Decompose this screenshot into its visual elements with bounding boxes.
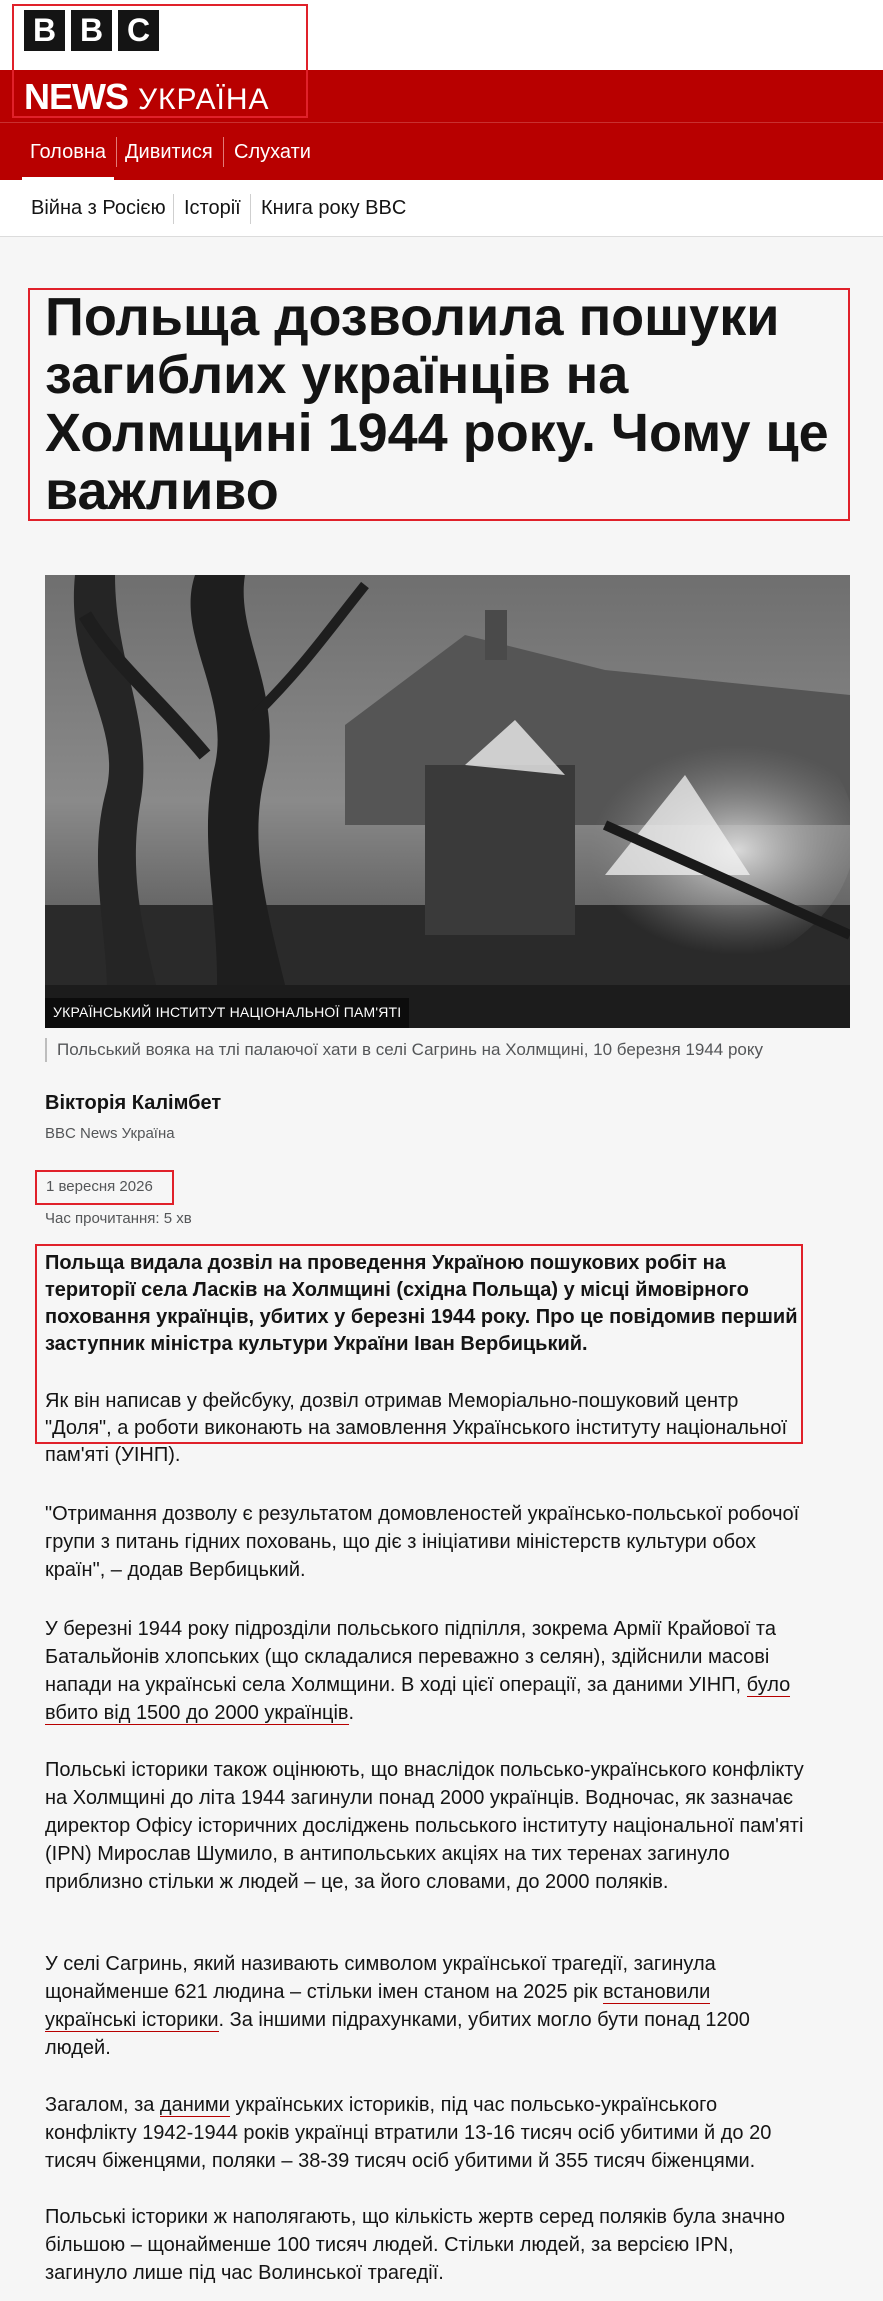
inline-link[interactable]: даними bbox=[159, 2094, 230, 2116]
author-name: Вікторія Калімбет bbox=[45, 1092, 222, 1114]
bbc-logo-letter: B bbox=[71, 10, 112, 51]
nav-item-watch[interactable]: Дивитися bbox=[125, 141, 213, 163]
subnav-item-book[interactable]: Книга року BBC bbox=[261, 197, 407, 219]
brand-edition-text: УКРАЇНА bbox=[138, 83, 270, 116]
publish-date: 1 вересня 2026 bbox=[46, 1178, 153, 1195]
paragraph-text: Загалом, за bbox=[45, 2094, 160, 2116]
primary-nav bbox=[0, 122, 883, 180]
inline-link[interactable]: встановили українські історики bbox=[45, 1981, 711, 2031]
subnav-divider bbox=[173, 194, 174, 224]
burning-house-image bbox=[45, 575, 850, 1028]
paragraph-text: У березні 1944 року підрозділи польського підпілля, зокрема Армії Крайової та Батальйонів хлопських (що складалися переважно з селян), здійснили масові напади на українські села Холмщини. В ході цієї операції, за даними УІНП, bbox=[45, 1618, 776, 1696]
photo-credit: УКРАЇНСЬКИЙ ІНСТИТУТ НАЦІОНАЛЬНОЇ ПАМ'ЯТІ bbox=[45, 998, 409, 1028]
subnav-item-war[interactable]: Війна з Росією bbox=[31, 197, 166, 219]
article-paragraph: Польські історики ж наполягають, що кількість жертв серед поляків була значно більшою – щонайменше 100 тисяч людей. Стільки людей, за версією IPN, загинуло лише під час Волинської трагедії. bbox=[45, 2206, 785, 2284]
article-paragraph bbox=[45, 1615, 805, 1727]
nav-item-listen[interactable]: Слухати bbox=[234, 141, 311, 163]
news-ukraina-logo[interactable] bbox=[24, 76, 270, 118]
paragraph-text: українських істориків, під час польсько-українського конфлікту 1942-1944 років українці втратили 13-16 тисяч осіб убитими й до 20 тисяч біженцями, поляки – 38-39 тисяч осіб убитими й 355 тисяч біженцями. bbox=[45, 2094, 772, 2172]
bbc-logo[interactable] bbox=[24, 10, 159, 51]
article-paragraph bbox=[45, 2091, 805, 2175]
paragraph-text: . За іншими підрахунками, убитих могло бути понад 1200 людей. bbox=[45, 2009, 750, 2059]
nav-item-home[interactable]: Головна bbox=[22, 123, 114, 181]
nav-divider bbox=[223, 137, 224, 167]
secondary-nav bbox=[0, 180, 883, 237]
article-photo bbox=[45, 575, 850, 1028]
masthead bbox=[0, 0, 883, 70]
paragraph-text: У селі Сагринь, який називають символом української трагедії, загинула щонайменше 621 людина – стільки імен станом на 2025 рік bbox=[45, 1953, 716, 2003]
reading-time: Час прочитання: 5 хв bbox=[45, 1210, 192, 1227]
article-lead: Польща видала дозвіл на проведення Україною пошукових робіт на території села Ласків на Холмщині (східна Польща) у місці ймовірного поховання українців, убитих у березні 1944 року. Про це повідомив перший заступник міністра культури України Іван Вербицький. bbox=[45, 1252, 798, 1355]
author-outlet: BBC News Україна bbox=[45, 1125, 175, 1142]
bbc-logo-letter: C bbox=[118, 10, 159, 51]
article-paragraph: "Отримання дозволу є результатом домовленостей українсько-польської робочої групи з питань гідних поховань, що діє з ініціативи міністерств культури обох країн", – додав Вербицький. bbox=[45, 1503, 800, 1581]
brand-news-text: NEWS bbox=[24, 76, 128, 117]
subnav-divider bbox=[250, 194, 251, 224]
article-paragraph bbox=[45, 1950, 805, 2062]
paragraph-text: . bbox=[348, 1702, 355, 1724]
photo-caption: Польський вояка на тлі палаючої хати в селі Сагринь на Холмщині, 10 березня 1944 року bbox=[45, 1038, 850, 1062]
subnav-item-stories[interactable]: Історії bbox=[184, 197, 241, 219]
article-headline: Польща дозволила пошуки загиблих українців на Холмщині 1944 року. Чому це важливо bbox=[45, 287, 829, 521]
article-paragraph: Як він написав у фейсбуку, дозвіл отримав Меморіально-пошуковий центр "Доля", а роботи виконають на замовлення Українського інституту національної пам'яті (УІНП). bbox=[45, 1390, 788, 1466]
bbc-logo-letter: B bbox=[24, 10, 65, 51]
article-paragraph: Польські історики також оцінюють, що внаслідок польсько-українського конфлікту на Холмщині до літа 1944 загинули понад 2000 українців. Водночас, як зазначає директор Офісу історичних досліджень польського інституту національної пам'яті (IPN) Мирослав Шумило, в антипольських акціях на тих теренах загинуло приблизно стільки ж людей – це, за його словами, до 2000 поляків. bbox=[45, 1759, 804, 1893]
inline-link[interactable]: було вбито від 1500 до 2000 українців bbox=[45, 1674, 791, 1724]
